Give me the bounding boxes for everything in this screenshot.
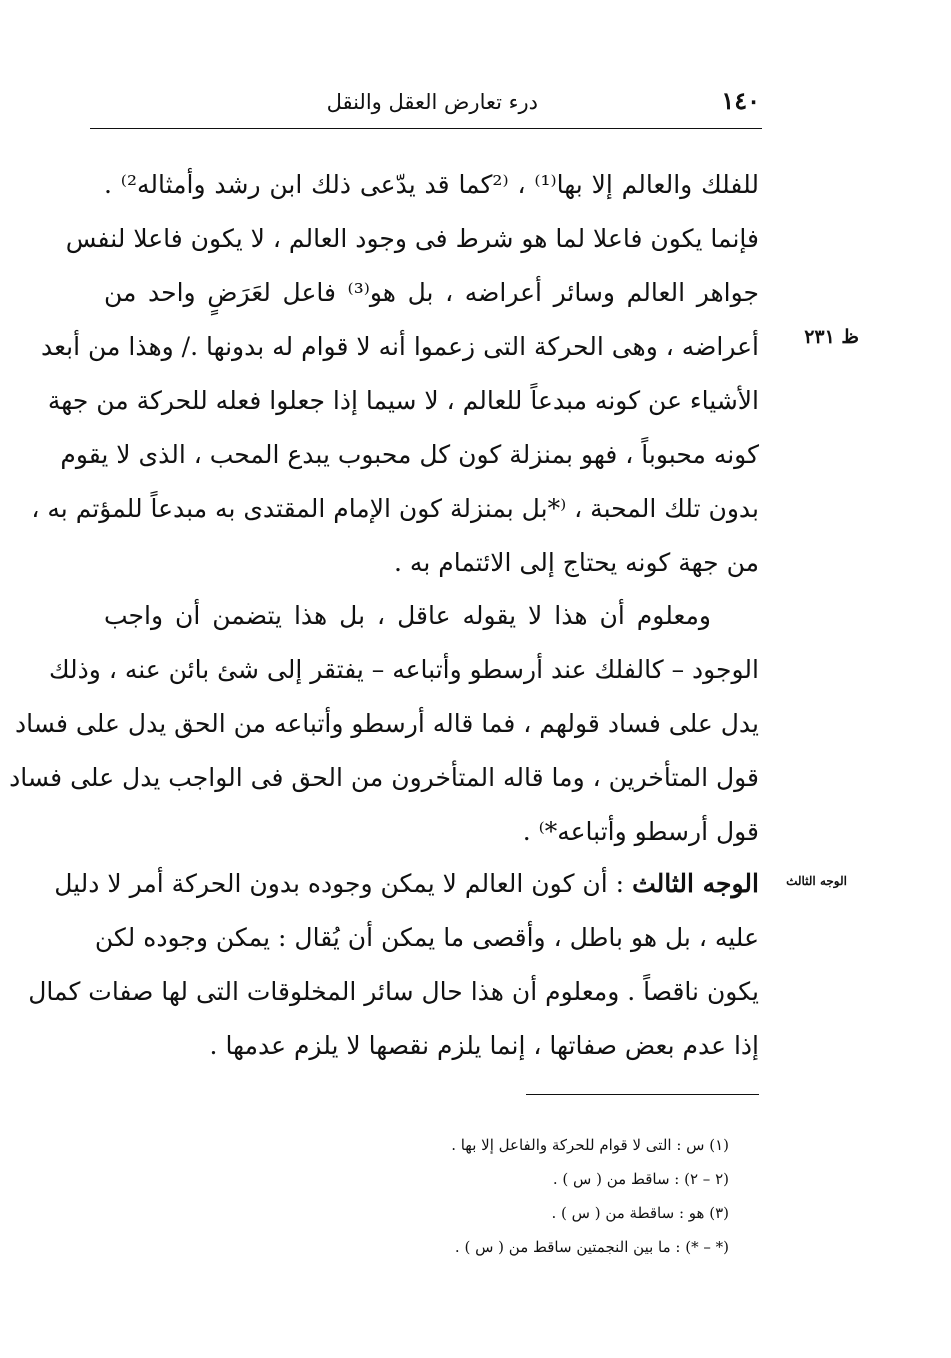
text-line: عليه ، بل هو باطل ، وأقصى ما يمكن أن يُقال : يمكن وجوده لكن <box>94 923 759 952</box>
text-line: ومعلوم أن هذا لا يقوله عاقل ، بل هذا يتضمن أن واجب <box>104 601 711 630</box>
footnote: (٢ – ٢) : ساقط من ( س ) . <box>552 1170 729 1188</box>
text-line: من جهة كونه يحتاج إلى الائتمام به . <box>394 548 759 577</box>
text-line: أعراضه ، وهى الحركة التى زعموا أنه لا قوام له بدونها ./ وهذا من أبعد <box>40 332 759 361</box>
text-line: فإنما يكون فاعلا لما هو شرط فى وجود العالم ، لا يكون فاعلا لنفس <box>65 224 759 253</box>
footnote: (٣) هو : ساقطة من ( س ) . <box>551 1204 729 1222</box>
section-heading: الوجه الثالث <box>632 869 759 898</box>
text-line: يكون ناقصاً . ومعلوم أن هذا حال سائر المخلوقات التى لها صفات كمال <box>28 977 759 1006</box>
text-line: جواهر العالم وسائر أعراضه ، بل هو⁽³⁾ فاعل لعَرَضٍ واحد من <box>104 278 759 307</box>
text-run: : أن كون العالم لا يمكن وجوده بدون الحركة أمر لا دليل <box>54 869 633 898</box>
footnotes <box>189 1128 729 1264</box>
text-line: يدل على فساد قولهم ، فما قاله أرسطو وأتباعه من الحق يدل على فساد <box>14 709 759 738</box>
footnote: (١) س : التى لا قوام للحركة والفاعل إلا بها . <box>451 1136 729 1154</box>
paragraph-3 <box>28 857 759 1073</box>
text-line: بدون تلك المحبة ، ⁽*بل بمنزلة كون الإمام المقتدى به مبدعاً للمؤتم به ، <box>31 494 759 523</box>
text-line: قول أرسطو وأتباعه*⁾ . <box>522 817 759 846</box>
paragraph-1 <box>31 158 759 590</box>
text-line: كونه محبوباً ، فهو بمنزلة كون كل محبوب يبدع المحب ، الذى لا يقوم <box>60 440 759 469</box>
header-rule <box>90 128 762 129</box>
page-number: ١٤٠ <box>721 86 760 115</box>
paragraph-2 <box>9 589 759 859</box>
text-line: للفلك والعالم إلا بها⁽¹⁾ ، ⁽²كما قد يدّعى ذلك ابن رشد وأمثاله²⁾ . <box>104 170 759 199</box>
footnote-rule <box>526 1094 759 1095</box>
text-line: قول المتأخرين ، وما قاله المتأخرون من الحق فى الواجب يدل على فساد <box>9 763 759 792</box>
footnote: (* – *) : ما بين النجمتين ساقط من ( س ) . <box>454 1238 729 1256</box>
page-header <box>100 84 760 124</box>
running-title: درء تعارض العقل والنقل <box>326 90 538 114</box>
text-line: الأشياء عن كونه مبدعاً للعالم ، لا سيما إذا جعلوا فعله للحركة من جهة <box>47 386 759 415</box>
margin-section-heading: الوجه الثالث <box>786 874 847 888</box>
margin-manuscript-ref: ظ ٢٣١ <box>804 326 859 348</box>
text-line: إذا عدم بعض صفاتها ، إنما يلزم نقصها لا يلزم عدمها . <box>209 1031 759 1060</box>
text-line <box>54 857 759 911</box>
text-line: الوجود – كالفلك عند أرسطو وأتباعه – يفتقر إلى شئ بائن عنه ، وذلك <box>48 655 759 684</box>
